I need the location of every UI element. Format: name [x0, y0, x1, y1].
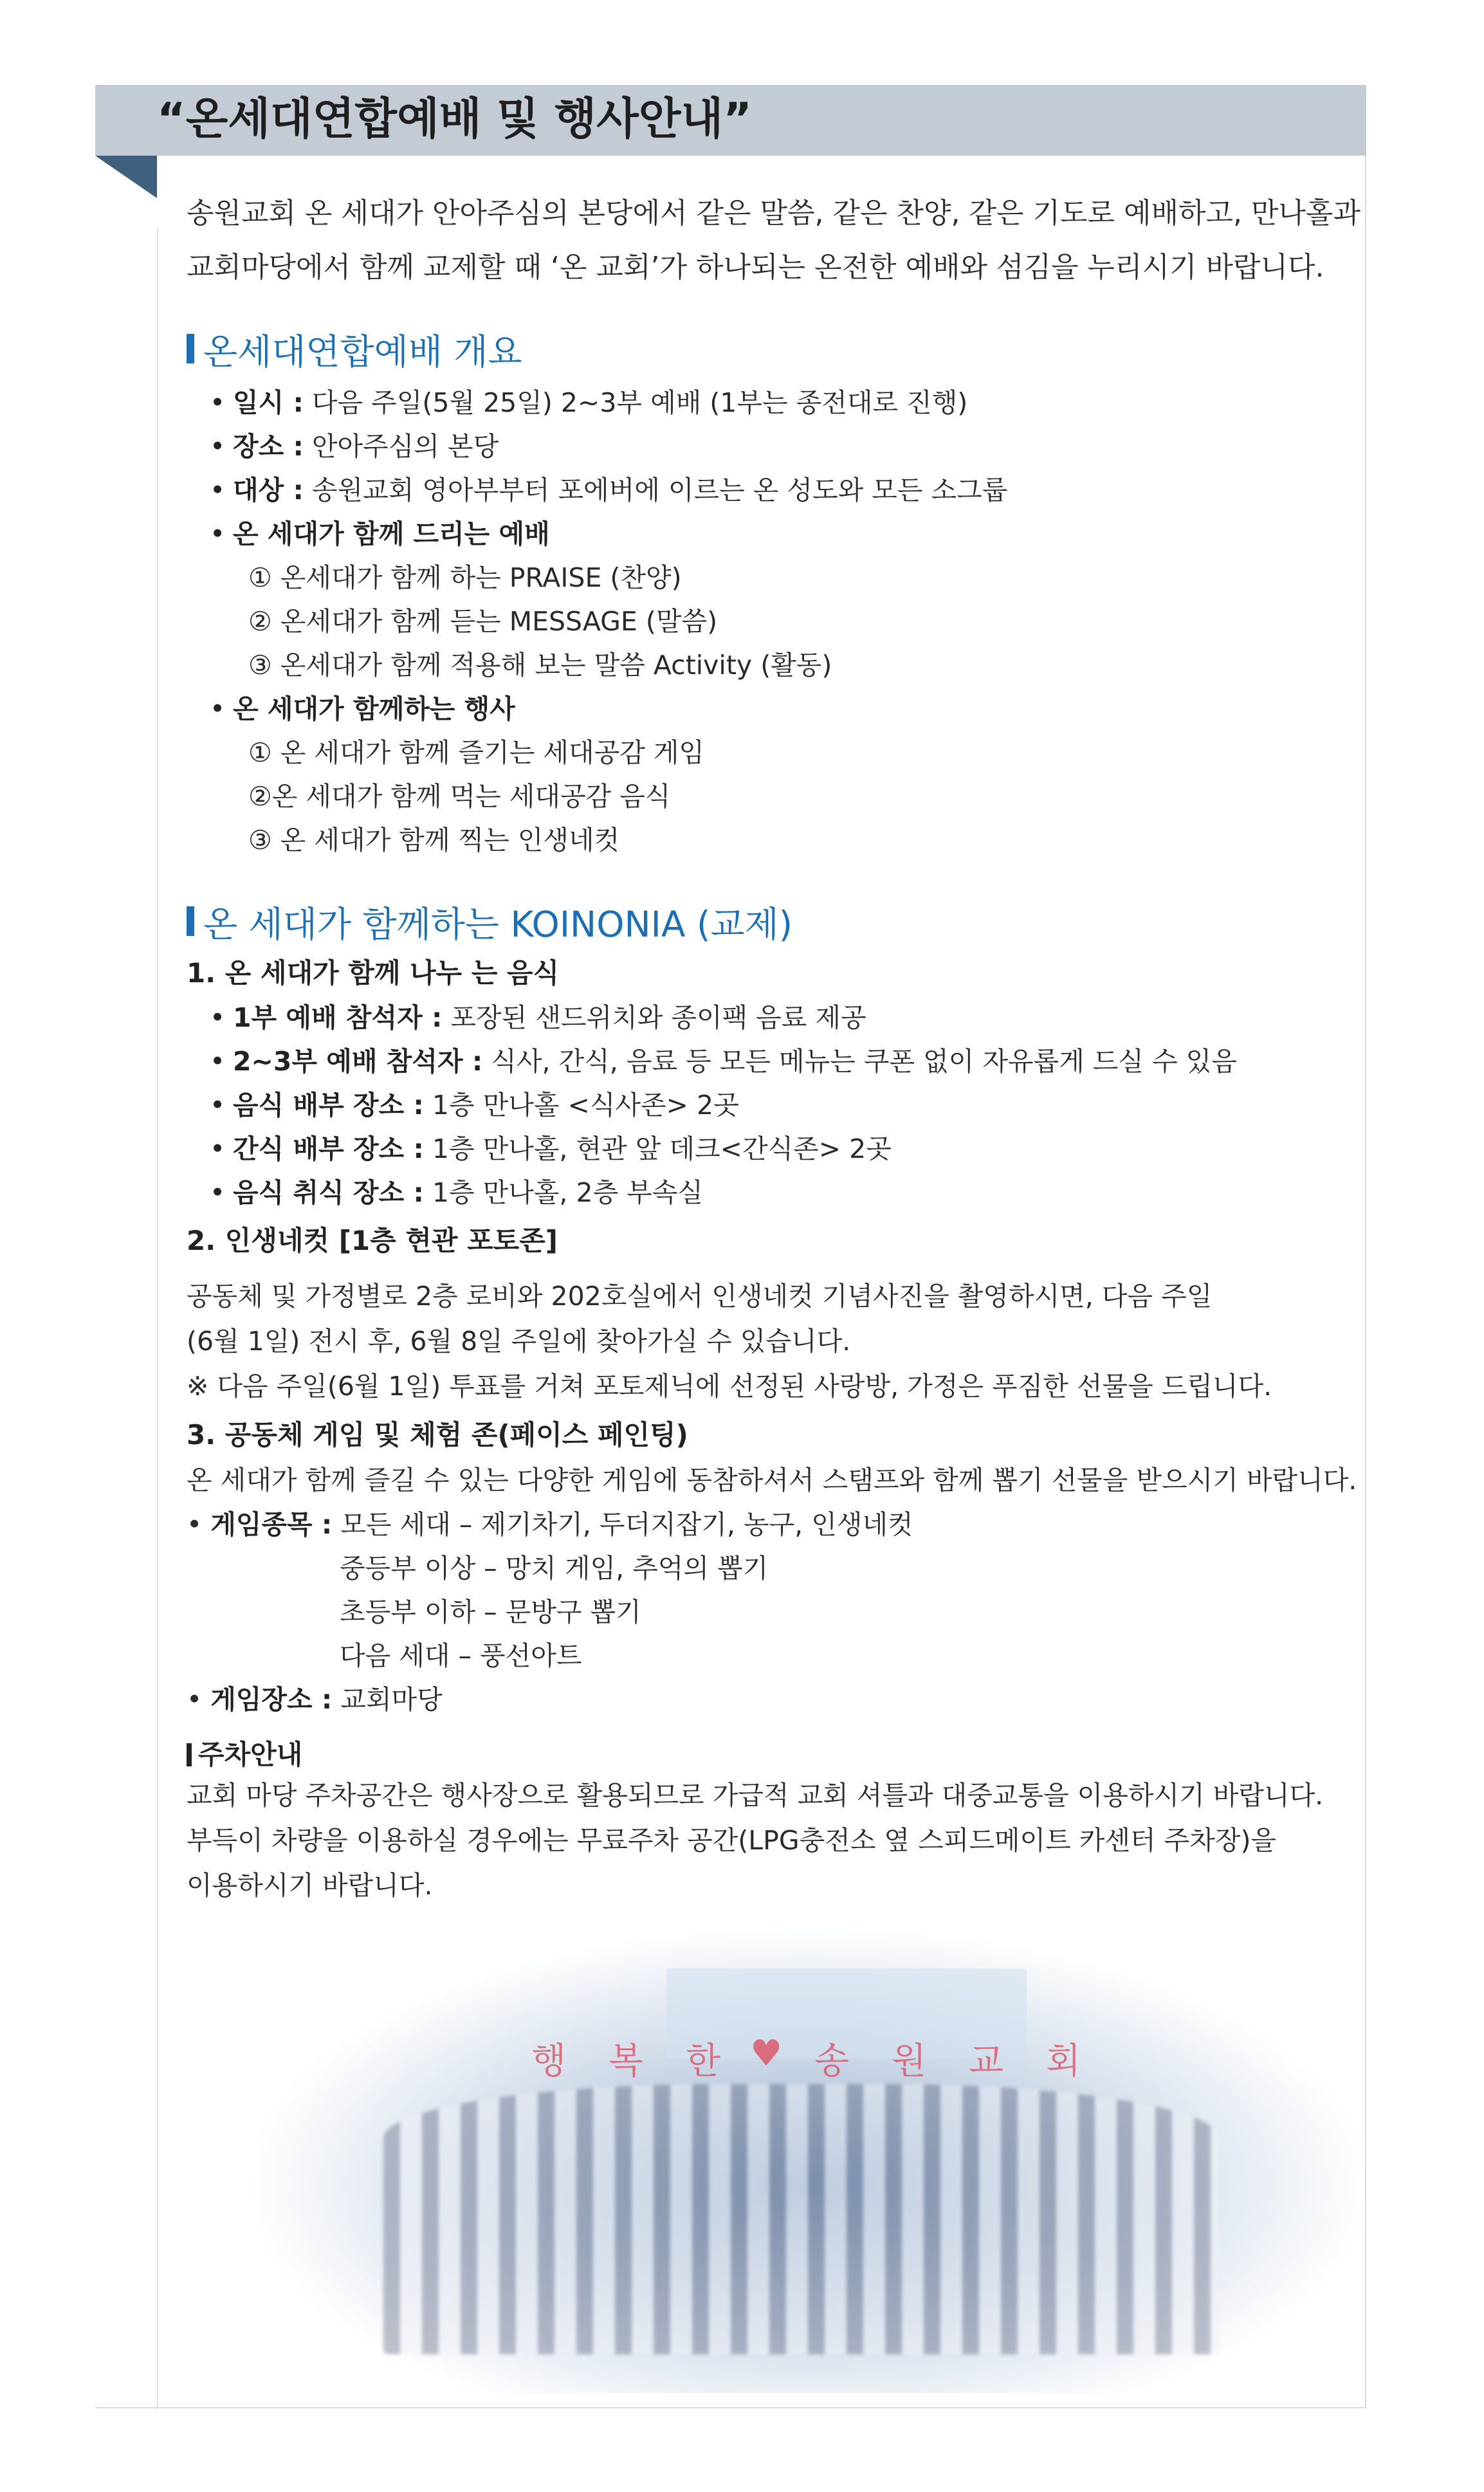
group-photo	[255, 1930, 1362, 2393]
item-label: 1부 예배 참석자 :	[233, 1002, 443, 1033]
heart-icon: ♥	[750, 2033, 783, 2075]
overview-events-list	[187, 687, 1351, 731]
item-label: 온 세대가 함께하는 행사	[233, 693, 515, 724]
item-label: 간식 배부 장소 :	[233, 1133, 424, 1164]
overview-list	[187, 381, 1351, 556]
letter-card: 회	[1046, 2040, 1081, 2082]
games-list-first	[187, 1503, 1351, 1546]
list-item	[210, 687, 1351, 731]
item-label: 장소 :	[233, 431, 304, 462]
intro-line: 교회마당에서 함께 교제할 때 ‘온 교회’가 하나되는 온전한 예배와 섬김을 누리시기 바랍니다.	[187, 251, 1324, 284]
main-content	[187, 187, 1360, 1908]
group-of-people	[383, 2084, 1220, 2354]
games-list-item: 중등부 이상 – 망치 게임, 추억의 뽑기	[340, 1553, 769, 1584]
games-list-item: 초등부 이하 – 문방구 뽑기	[340, 1597, 641, 1627]
list-item	[210, 468, 1351, 512]
item-text: 1층 만나홀 <식사존> 2곳	[423, 1090, 739, 1121]
sub-item: ② 온세대가 함께 듣는 MESSAGE (말씀)	[248, 606, 718, 637]
item-text: 1층 만나홀, 현관 앞 데크<간식존> 2곳	[423, 1133, 892, 1164]
item-text: 송원교회 영아부부터 포에버에 이르는 온 성도와 모든 소그룹	[303, 475, 1008, 506]
games-list-item: 다음 세대 – 풍선아트	[340, 1640, 582, 1671]
heading-bar-icon	[187, 906, 194, 936]
list-item	[210, 425, 1351, 468]
list-item	[210, 1171, 1351, 1214]
games-intro: 온 세대가 함께 즐길 수 있는 다양한 게임에 동참하셔서 스탬프와 함께 뽑기 선물을 받으시기 바랍니다.	[187, 1465, 1357, 1496]
parking-heading	[187, 1737, 1351, 1773]
sub-item: ③ 온세대가 함께 적용해 보는 말씀 Activity (활동)	[248, 650, 832, 681]
item-text: 다음 주일(5월 25일) 2~3부 예배 (1부는 종전대로 진행)	[303, 387, 968, 418]
header-fold-decoration	[95, 156, 157, 198]
letter-card: 한	[686, 2040, 721, 2082]
card-left-border	[157, 228, 158, 2410]
overview-heading-text: 온세대연합예배 개요	[203, 331, 522, 372]
sub-item: ① 온세대가 함께 하는 PRAISE (찬양)	[248, 562, 682, 593]
photo-line: ※ 다음 주일(6월 1일) 투표를 거쳐 포토제닉에 선정된 사랑방, 가정은 푸짐한 선물을 드립니다.	[187, 1371, 1272, 1402]
games-title: 3. 공동체 게임 및 체험 존(페이스 페인팅)	[187, 1419, 688, 1451]
food-title: 1. 온 세대가 함께 나누 는 음식	[187, 957, 560, 989]
food-list	[187, 996, 1351, 1214]
games-place	[187, 1678, 1351, 1721]
item-text: 포장된 샌드위치와 종이팩 음료 제공	[442, 1002, 866, 1033]
parking-line: 이용하시기 바랍니다.	[187, 1870, 433, 1901]
parking-heading-text: 주차안내	[198, 1739, 303, 1770]
sub-item: ③ 온 세대가 함께 찍는 인생네컷	[248, 825, 620, 856]
letter-card: 송	[814, 2040, 850, 2082]
letter-card: 행	[531, 2040, 567, 2082]
sub-item: ②온 세대가 함께 먹는 세대공감 음식	[248, 781, 671, 812]
parking-line: 부득이 차량을 이용하실 경우에는 무료주차 공간(LPG충전소 옆 스피드메이트 카센터 주차장)을	[187, 1825, 1277, 1856]
intro-line: 송원교회 온 세대가 안아주심의 본당에서 같은 말씀, 같은 찬양, 같은 기도로 예배하고, 만나홀과	[187, 197, 1360, 230]
page-title: “온세대연합예배 및 행사안내”	[157, 94, 752, 145]
games-list-label: 게임종목 :	[210, 1509, 333, 1540]
sub-item: ① 온 세대가 함께 즐기는 세대공감 게임	[248, 737, 705, 768]
list-item	[210, 512, 1351, 556]
koinonia-heading	[187, 895, 1351, 947]
photo-line: 공동체 및 가정별로 2층 로비와 202호실에서 인생네컷 기념사진을 촬영하시면, 다음 주일	[187, 1281, 1213, 1312]
item-label: 대상 :	[233, 475, 304, 506]
photo-line: (6월 1일) 전시 후, 6월 8일 주일에 찾아가실 수 있습니다.	[187, 1326, 851, 1357]
item-text: 안아주심의 본당	[303, 431, 499, 462]
list-item	[210, 1127, 1351, 1171]
photo-title: 2. 인생네컷 [1층 현관 포토존]	[187, 1225, 558, 1256]
letter-card: 교	[969, 2040, 1004, 2082]
intro-paragraph	[187, 187, 1360, 295]
bullet-icon: •	[187, 1684, 211, 1715]
games-place-label: 게임장소 :	[210, 1684, 333, 1715]
item-label: 일시 :	[233, 387, 304, 418]
games-place-text: 교회마당	[332, 1684, 443, 1715]
item-label: 음식 배부 장소 :	[233, 1090, 424, 1121]
bullet-icon: •	[187, 1509, 211, 1540]
list-item	[210, 996, 1351, 1040]
letter-card: 원	[892, 2040, 927, 2082]
overview-heading	[187, 323, 1351, 374]
item-text: 1층 만나홀, 2층 부속실	[423, 1177, 704, 1208]
item-label: 음식 취식 장소 :	[233, 1177, 424, 1208]
list-item	[210, 1083, 1351, 1127]
item-label: 온 세대가 함께 드리는 예배	[233, 518, 550, 549]
item-text: 식사, 간식, 음료 등 모든 메뉴는 쿠폰 없이 자유롭게 드실 수 있음	[482, 1046, 1237, 1077]
letter-card: 복	[609, 2040, 644, 2082]
list-item	[210, 1040, 1351, 1083]
parking-line: 교회 마당 주차공간은 행사장으로 활용되므로 가급적 교회 셔틀과 대중교통을 이용하시기 바랍니다.	[187, 1780, 1324, 1811]
spacer	[187, 1263, 1351, 1274]
heading-bar-icon	[187, 334, 194, 363]
item-label: 2~3부 예배 참석자 :	[233, 1046, 483, 1077]
photo-letter-cards	[531, 2033, 1110, 2084]
koinonia-heading-text: 온 세대가 함께하는 KOINONIA (교제)	[203, 903, 793, 945]
list-item	[210, 381, 1351, 425]
games-list-item: 모든 세대 – 제기차기, 두더지잡기, 농구, 인생네컷	[340, 1509, 913, 1540]
heading-bar-icon	[187, 1743, 192, 1766]
